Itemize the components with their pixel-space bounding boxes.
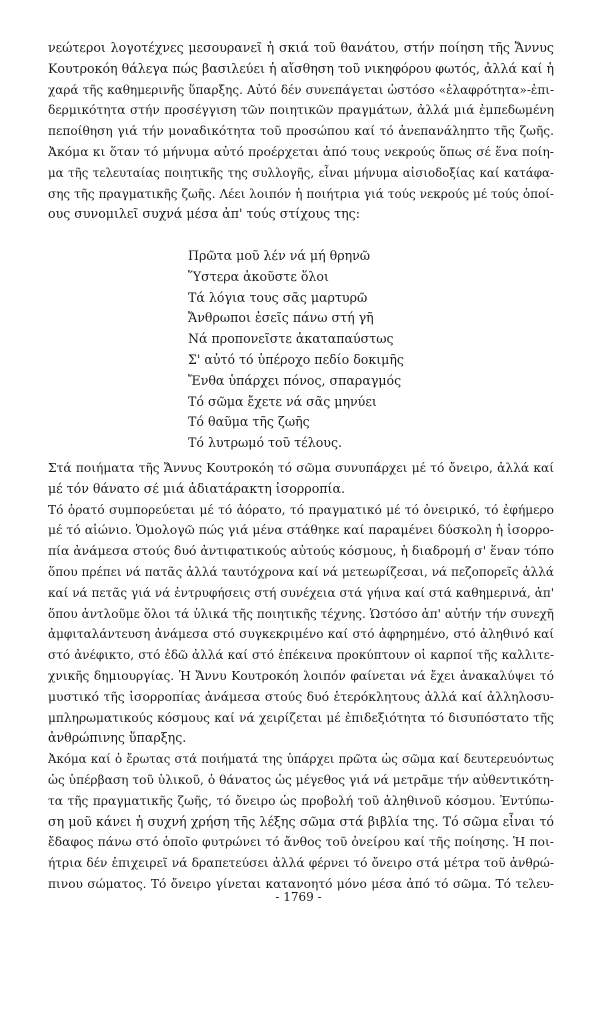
text-line: μα τῆς τελευταίας ποιητικῆς της συλλογῆς, εἶναι μήνυμα αἰσιοδοξίας καί κατάφα- <box>48 165 554 180</box>
text-line: ήτρια δέν ἐπιχειρεῖ νά δραπετεύσει ἀλλά φέρνει τό ὄνειρο στά μέτρα τοῦ ἀνθρώ- <box>48 856 554 871</box>
poem-line: Τά λόγια τους σᾶς μαρτυρῶ <box>188 289 368 305</box>
text-line: χνικῆς δημιουργίας. Ἡ Ἄννυ Κουτροκόη λοιπόν φαίνεται νά ἔχει ἀνακαλύψει τό <box>48 668 554 683</box>
poem-line: Σ' αὐτό τό ὑπέροχο πεδίο δοκιμῆς <box>188 351 404 367</box>
text-line: ση μοῦ κάνει ἡ συχνή χρήση τῆς λέξης σῶμα στά βιβλία της. Τό σῶμα εἶναι τό <box>48 813 554 829</box>
poem-line: Νά προπονεῖστε ἀκαταπαύστως <box>188 331 394 347</box>
text-line: τα τῆς πραγματικῆς ζωῆς, τό ὄνειρο ὡς προβολή τοῦ ἀληθινοῦ κόσμου. Ἐντύπω- <box>48 793 554 808</box>
paragraph-body <box>48 458 554 895</box>
text-line: καί νά πετᾶς γιά νά ἐντρυφήσεις στή συνέχεια στά γήινα καί στά καθημερινά, ἀπ' <box>48 585 554 600</box>
text-line: δερμικότητα στήν προσέγγιση τῶν ποιητικῶν πραγμάτων, ἀλλά μιά ἐμπεδωμένη <box>48 103 554 118</box>
poem-line: Τό θαῦμα τῆς ζωῆς <box>188 414 310 430</box>
text-line: ἔδαφος πάνω στό ὁποῖο φυτρώνει τό ἄνθος τοῦ ὀνείρου καί τῆς ποίησης. Ἡ ποι- <box>48 834 554 850</box>
text-line: πινου σώματος. Τό ὄνειρο γίνεται κατανοητό μόνο μέσα ἀπό τό σῶμα. Τό τελευ- <box>48 876 554 891</box>
text-line: Τό ὁρατό συμπορεύεται μέ τό ἀόρατο, τό πραγματικό μέ τό ὀνειρικό, τό ἐφήμερο <box>48 502 554 517</box>
text-line: Ἀκόμα κι ὅταν τό μήνυμα αὐτό προέρχεται ἀπό τους νεκρούς ὅπως σέ ἕνα ποίη- <box>48 143 554 159</box>
page-number: - 1769 - <box>275 890 322 904</box>
poem-line: Ἄνθρωποι ἐσεῖς πάνω στή γῆ <box>188 310 374 326</box>
poem-line: Ὕστερα ἀκοῦστε ὅλοι <box>188 268 329 284</box>
poem-line: Ἔνθα ὑπάρχει πόνος, σπαραγμός <box>188 372 402 388</box>
text-line: χαρά τῆς καθημερινῆς ὕπαρξης. Αὐτό δέν συνεπάγεται ὡστόσο «ἐλαφρότητα»-ἐπι- <box>48 82 554 97</box>
text-line: ἀνθρώπινης ὕπαρξης. <box>48 730 187 746</box>
text-line: μέ τόν θάνατο σέ μιά ἀδιατάρακτη ἰσορροπία. <box>48 480 345 496</box>
text-line: μυστικό τῆς ἰσορροπίας ἀνάμεσα στούς δυό ἑτερόκλητους ἀλλά καί ἀλληλοσυ- <box>48 688 554 704</box>
text-line: πεποίθηση γιά τήν μοναδικότητα τοῦ προσώπου καί τό ἀνεπανάληπτο τῆς ζωῆς. <box>48 124 554 139</box>
text-line: στό ἀνέφικτο, στό ἐδῶ ἀλλά καί στό ἐπέκεινα προκύπτουν οἱ καρποί τῆς καλλιτε- <box>48 648 554 663</box>
paragraph-intro <box>48 38 554 225</box>
text-line: ὅπου πρέπει νά πατᾶς ἀλλά ταυτόχρονα καί νά μετεωρίζεσαι, νά πεζοπορεῖς ἀλλά <box>48 564 554 579</box>
poem-line: Πρῶτα μοῦ λέν νά μή θρηνῶ <box>188 248 371 263</box>
text-line: σης τῆς πραγματικῆς ζωῆς. Λέει λοιπόν ἡ ποιήτρια γιά τούς νεκρούς μέ τούς ὁποί- <box>48 186 554 201</box>
poem-excerpt <box>188 246 404 454</box>
text-line: Στά ποιήματα τῆς Ἄννυς Κουτροκόη τό σῶμα συνυπάρχει μέ τό ὄνειρο, ἀλλά καί <box>48 461 554 475</box>
poem-line: Τό σῶμα ἔχετε νά σᾶς μηνύει <box>188 393 377 409</box>
poem-line: Τό λυτρωμό τοῦ τέλους. <box>188 435 343 451</box>
text-line: Κουτροκόη θάλεγα πώς βασιλεύει ἡ αἴσθηση τοῦ νικηφόρου φωτός, ἀλλά καί ἡ <box>48 60 554 76</box>
text-line: μέ τό αἰώνιο. Ὁμολογῶ πώς γιά μένα στάθηκε καί παραμένει δύσκολη ἡ ἰσορρο- <box>48 522 554 538</box>
text-line: ἀμφιταλάντευση ἀνάμεσα στό συγκεκριμένο καί στό ἀφηρημένο, στό ἀληθινό καί <box>48 627 554 642</box>
text-line: ὡς ὑπέρβαση τοῦ ὑλικοῦ, ὁ θάνατος ὡς μέγεθος γιά νά μετρᾶμε τήν αὐθεντικότη- <box>48 772 554 787</box>
text-line: νεώτεροι λογοτέχνες μεσουρανεῖ ἡ σκιά τοῦ θανάτου, στήν ποίηση τῆς Ἄννυς <box>48 40 554 55</box>
text-line: πία ἀνάμεσα στούς δυό ἀντιφατικούς αὐτούς κόσμους, ἡ διαδρομή σ' ἕναν τόπο <box>48 543 554 559</box>
text-line: ους συνομιλεῖ συχνά μέσα ἀπ' τούς στίχους της: <box>48 206 360 222</box>
text-line: ὅπου ἀντλοῦμε ὅλοι τά ὑλικά τῆς ποιητικῆς τέχνης. Ὡστόσο ἀπ' αὐτήν τήν συνεχῆ <box>48 606 554 621</box>
text-line: μπληρωματικούς κόσμους καί νά χειρίζεται μέ ἐπιδεξιότητα τό δισυπόστατο τῆς <box>48 710 554 725</box>
text-line: Ἀκόμα καί ὁ ἔρωτας στά ποιήματά της ὑπάρχει πρῶτα ὡς σῶμα καί δευτερευόντως <box>48 752 554 767</box>
